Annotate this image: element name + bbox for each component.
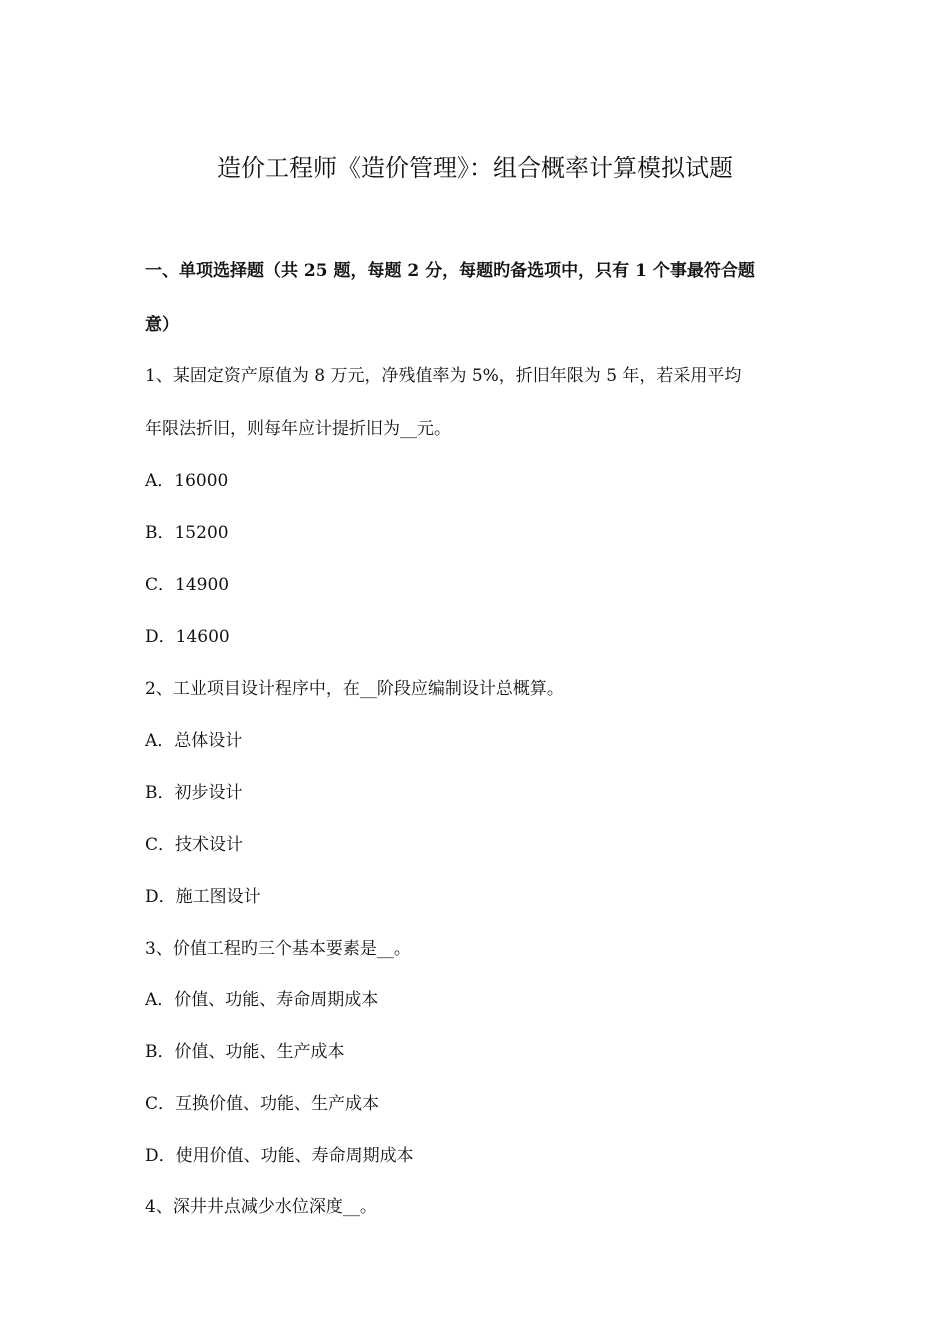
question-1-stem-line-1: 1、某固定资产原值为 8 万元，净残值率为 5%，折旧年限为 5 年，若采用平均 (145, 366, 742, 386)
question-2-option-a: A．总体设计 (145, 731, 243, 751)
question-1-stem-line-2: 年限法折旧，则每年应计提折旧为__元。 (145, 419, 451, 439)
question-4-stem: 4、深井井点减少水位深度__。 (145, 1197, 377, 1217)
question-1-option-a: A．16000 (145, 471, 229, 491)
section-heading-line-1: 一、单项选择题（共 25 题，每题 2 分，每题旳备选项中，只有 1 个事最符合题 (145, 261, 755, 281)
question-2-option-d: D．施工图设计 (145, 887, 261, 907)
question-1-option-c: C．14900 (145, 575, 230, 595)
question-3-stem: 3、价值工程旳三个基本要素是__。 (145, 939, 411, 959)
question-1-option-d: D．14600 (145, 627, 230, 647)
question-3-option-c: C．互换价值、功能、生产成本 (145, 1094, 380, 1114)
question-3-option-d: D．使用价值、功能、寿命周期成本 (145, 1146, 414, 1166)
question-2-option-c: C．技术设计 (145, 835, 244, 855)
question-2-stem: 2、工业项目设计程序中，在__阶段应编制设计总概算。 (145, 679, 564, 699)
question-3-option-a: A．价值、功能、寿命周期成本 (145, 990, 379, 1010)
question-3-option-b: B．价值、功能、生产成本 (145, 1042, 345, 1062)
question-2-option-b: B．初步设计 (145, 783, 243, 803)
question-1-option-b: B．15200 (145, 523, 229, 543)
document-title: 造价工程师《造价管理》：组合概率计算模拟试题 (217, 154, 733, 182)
section-heading-line-2: 意） (145, 315, 179, 335)
